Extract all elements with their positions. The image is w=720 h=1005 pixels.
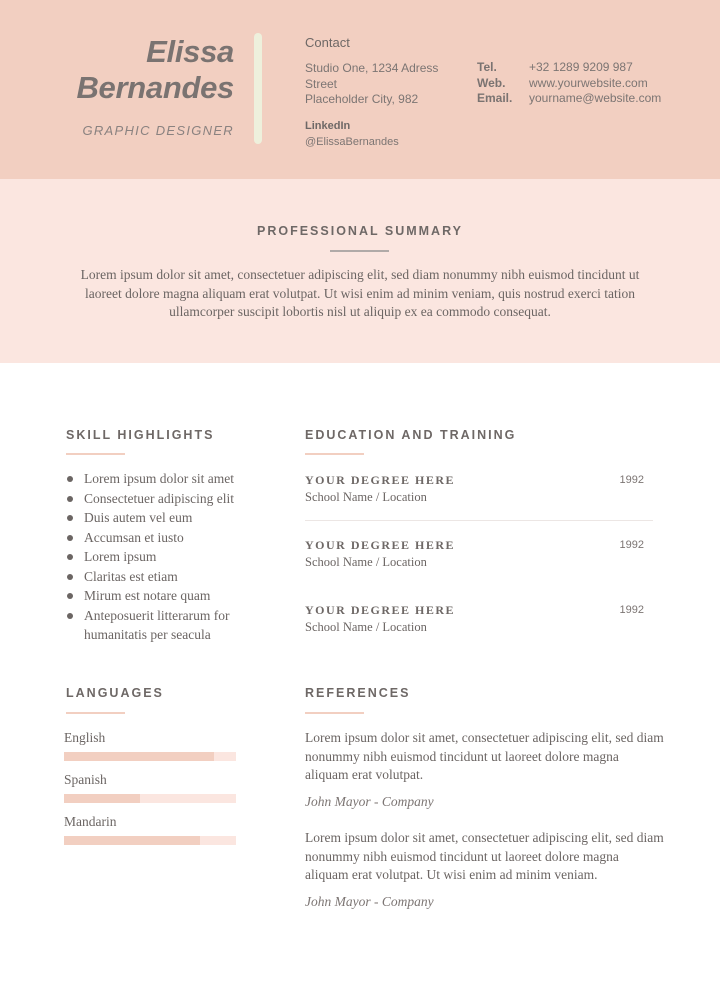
address-line: Studio One, 1234 Adress	[305, 61, 439, 75]
language-level-fill	[64, 752, 214, 761]
address-line: Placeholder City, 982	[305, 92, 419, 106]
degree-year: 1992	[619, 604, 644, 616]
reference-text: Lorem ipsum dolor sit amet, consectetuer adipiscing elit, sed diam nonummy nibh euismod tincidunt ut laoreet dolore magna aliquam erat volutpat. Ut wisi enim ad minim veniam.	[305, 830, 664, 882]
skill-item: Duis autem vel eum	[66, 508, 256, 528]
education-heading: EDUCATION AND TRAINING	[305, 428, 517, 442]
references-divider	[305, 712, 364, 714]
summary-section	[0, 179, 720, 363]
contact-details	[477, 60, 661, 107]
linkedin-label: LinkedIn	[305, 119, 351, 132]
education-entry	[305, 602, 653, 636]
phone-label: Tel.	[477, 60, 497, 74]
summary-divider	[330, 250, 389, 252]
header-divider	[254, 33, 262, 144]
job-title: GRAPHIC DESIGNER	[82, 123, 234, 138]
education-separator	[305, 520, 653, 521]
name-block	[76, 34, 234, 138]
reference-item	[305, 829, 665, 911]
language-name: Mandarin	[64, 814, 117, 829]
school-name: School Name / Location	[305, 620, 427, 634]
education-entry	[305, 472, 653, 506]
degree-title: YOUR DEGREE HERE	[305, 603, 456, 617]
linkedin-handle[interactable]: @ElissaBernandes	[305, 135, 399, 148]
skills-heading: SKILL HIGHLIGHTS	[66, 428, 215, 442]
education-entry	[305, 537, 653, 571]
language-item	[64, 813, 236, 845]
skills-divider	[66, 453, 125, 455]
skill-item: Lorem ipsum	[66, 547, 256, 567]
language-item	[64, 729, 236, 761]
address-line: Street	[305, 76, 338, 91]
language-level-bar	[64, 794, 236, 803]
contact-row-email	[477, 91, 661, 107]
language-name: English	[64, 730, 106, 745]
degree-title: YOUR DEGREE HERE	[305, 473, 456, 487]
last-name: Bernandes	[76, 70, 234, 105]
education-divider	[305, 453, 364, 455]
reference-item	[305, 729, 665, 811]
email-link[interactable]: yourname@website.com	[529, 91, 662, 105]
skill-item: Lorem ipsum dolor sit amet	[66, 469, 256, 489]
language-level-fill	[64, 836, 200, 845]
web-label: Web.	[477, 75, 506, 90]
contact-row-phone	[477, 60, 661, 76]
language-level-bar	[64, 836, 236, 845]
skills-list	[66, 469, 256, 645]
contact-address	[305, 61, 438, 108]
summary-heading: PROFESSIONAL SUMMARY	[257, 224, 463, 238]
language-level-fill	[64, 794, 140, 803]
skill-item: Claritas est etiam	[66, 567, 256, 587]
skill-item: Accumsan et iusto	[66, 528, 256, 548]
languages-divider	[66, 712, 125, 714]
reference-text: Lorem ipsum dolor sit amet, consectetuer adipiscing elit, sed diam nonummy nibh euismod tincidunt ut laoreet dolore magna aliquam erat volutpat.	[305, 730, 664, 782]
skill-item: Mirum est notare quam	[66, 586, 256, 606]
contact-block	[305, 34, 438, 150]
language-item	[64, 771, 236, 803]
summary-text: Lorem ipsum dolor sit amet, consectetuer adipiscing elit, sed diam nonummy nibh euismod tincidunt ut laoreet dolore magna aliquam erat volutpat. Ut wisi enim ad minim veniam, quis nostrud exerci tation ullamcorper suscipit lobortis nisl ut aliquip ex ea commodo consequat.	[80, 267, 640, 319]
website-link[interactable]: www.yourwebsite.com	[529, 75, 648, 90]
school-name: School Name / Location	[305, 555, 427, 569]
phone-value[interactable]: +32 1289 9209 987	[529, 60, 633, 74]
degree-title: YOUR DEGREE HERE	[305, 538, 456, 552]
skill-item: Anteposuerit litterarum for humanitatis per seacula	[66, 606, 256, 645]
skill-item: Consectetuer adipiscing elit	[66, 489, 256, 509]
reference-author: John Mayor - Company	[305, 893, 434, 909]
resume-header	[0, 0, 720, 179]
languages-heading: LANGUAGES	[66, 686, 164, 700]
degree-year: 1992	[619, 474, 644, 486]
contact-heading: Contact	[305, 35, 350, 50]
reference-author: John Mayor - Company	[305, 793, 434, 809]
language-name: Spanish	[64, 772, 107, 787]
language-level-bar	[64, 752, 236, 761]
email-label: Email.	[477, 91, 513, 105]
contact-row-web	[477, 76, 661, 92]
first-name: Elissa	[146, 34, 234, 69]
degree-year: 1992	[619, 539, 644, 551]
references-heading: REFERENCES	[305, 686, 411, 700]
school-name: School Name / Location	[305, 490, 427, 504]
